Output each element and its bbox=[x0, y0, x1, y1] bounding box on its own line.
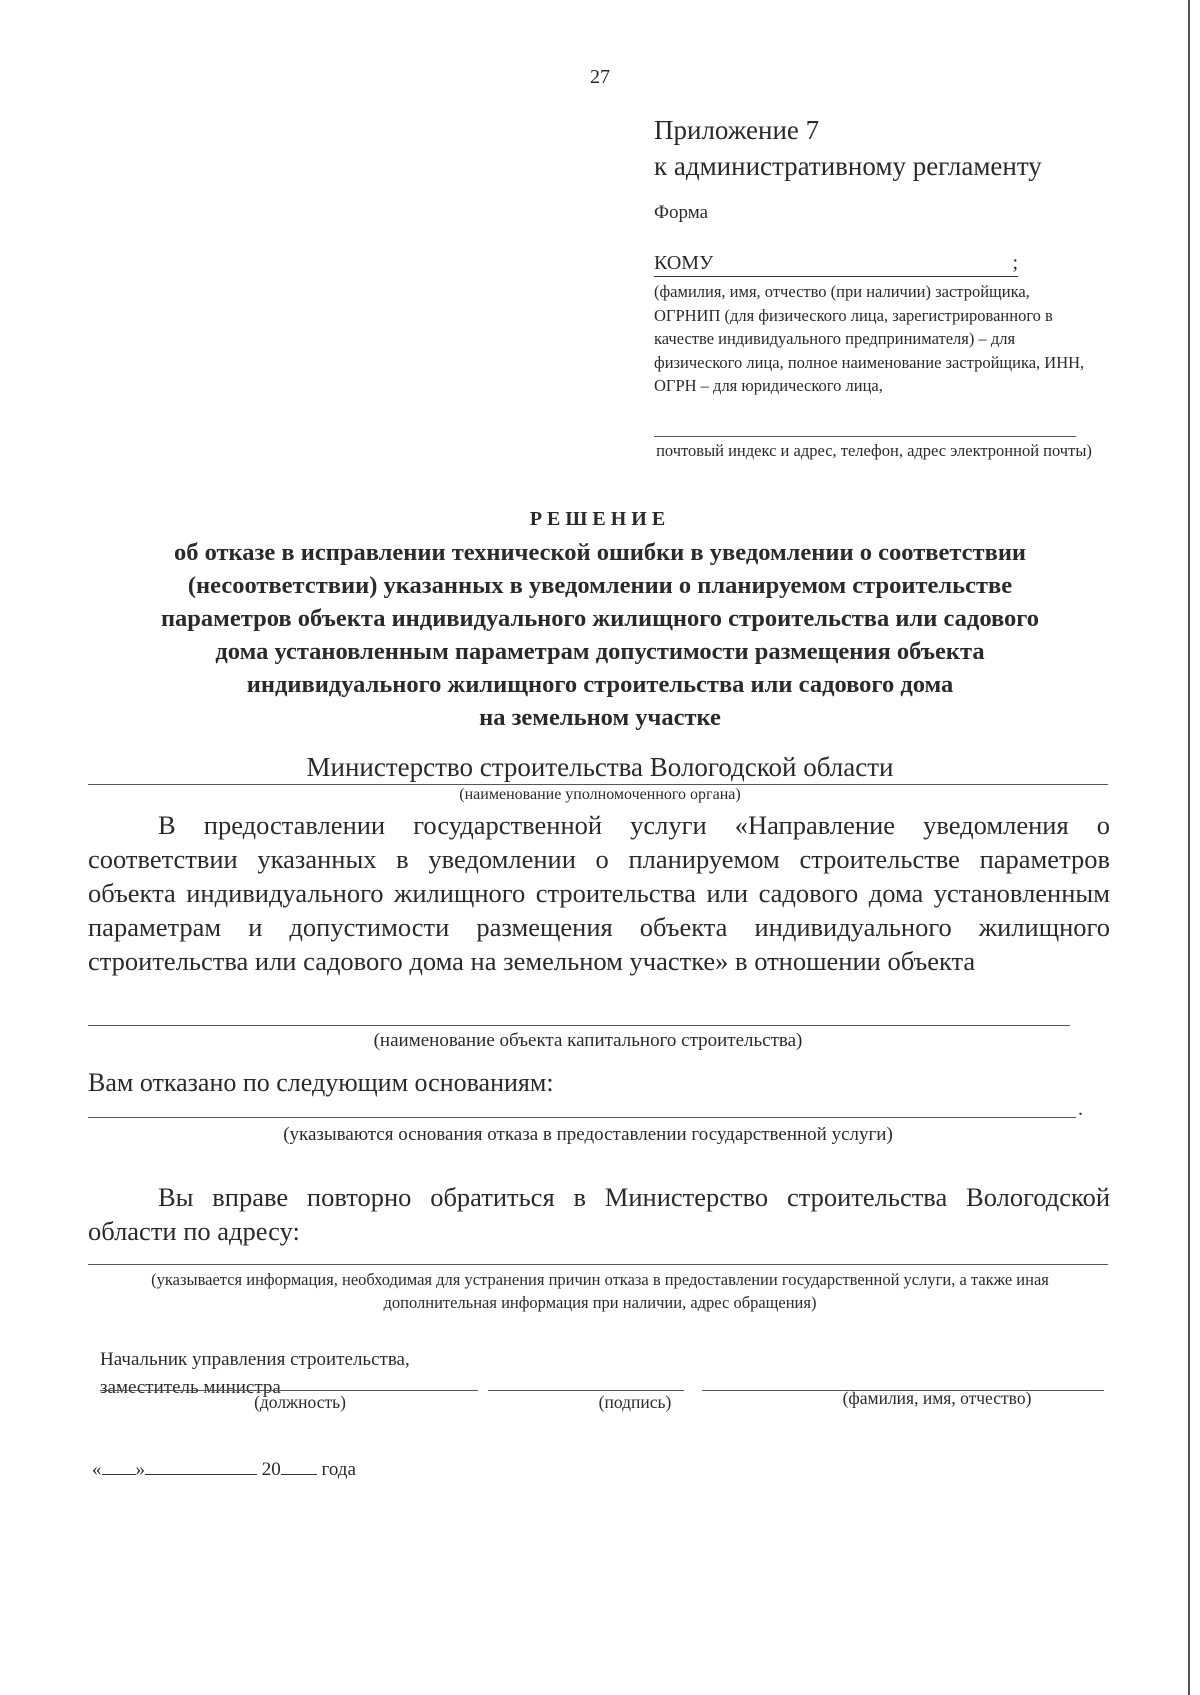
date-century: 20 bbox=[261, 1459, 281, 1480]
authority-name: Министерство строительства Вологодской области bbox=[306, 752, 894, 782]
year-blank bbox=[281, 1456, 317, 1475]
body-paragraph-2: Вы вправе повторно обратиться в Министерство строительства Вологодской области по адресу: bbox=[88, 1182, 1110, 1246]
date-open-quote: « bbox=[92, 1459, 102, 1480]
addressee-note: (фамилия, имя, отчество (при наличии) застройщика, ОГРНИП (для физического лица, зарегистрированного в качестве индивидуального предпринимателя) – для физического лица, полное наименование застройщика, ИНН, ОГРН – для юридического лица, bbox=[654, 282, 1085, 395]
page-edge bbox=[1188, 0, 1190, 1695]
addressee-label: КОМУ bbox=[654, 252, 714, 274]
day-blank bbox=[102, 1456, 136, 1475]
reasons-end: . bbox=[1078, 1098, 1083, 1120]
object-note: (наименование объекта капитального строительства) bbox=[373, 1030, 803, 1051]
date-year-word: года bbox=[321, 1459, 356, 1480]
name-label: (фамилия, имя, отчество) bbox=[842, 1388, 1032, 1408]
decision-title: РЕШЕНИЕ bbox=[529, 508, 671, 530]
signature-line bbox=[488, 1390, 684, 1391]
authority-line bbox=[88, 784, 1108, 785]
date-close-quote: » bbox=[135, 1459, 145, 1480]
decision-subtitle-line: на земельном участке bbox=[479, 704, 721, 731]
addressee-terminator: ; bbox=[1012, 252, 1018, 274]
position-line bbox=[100, 1390, 478, 1391]
refused-text: Вам отказано по следующим основаниям: bbox=[88, 1068, 554, 1097]
position-label: (должность) bbox=[254, 1392, 346, 1412]
signature-label: (подпись) bbox=[598, 1392, 672, 1412]
reasons-note: (указываются основания отказа в предоставлении государственной услуги) bbox=[283, 1124, 893, 1145]
decision-subtitle-line: параметров объекта индивидуального жилищного строительства или садового bbox=[160, 605, 1040, 632]
body-paragraph-1: В предоставлении государственной услуги «Направление уведомления о соответствии указанных в уведомлении о планируемом строительстве параметров объекта индивидуального жилищного строительства или садового дома установленным параметрам и допустимости размещения объекта индивидуального жилищного строительства или садового дома на земельном участке» в отношении объекта bbox=[88, 810, 1110, 976]
decision-subtitle-line: индивидуального жилищного строительства или садового дома bbox=[246, 671, 954, 698]
form-label: Форма bbox=[654, 202, 709, 223]
addressee-field bbox=[654, 252, 1018, 277]
decision-subtitle-line: дома установленным параметрам допустимости размещения объекта bbox=[215, 638, 985, 665]
address-note: почтовый индекс и адрес, телефон, адрес электронной почты) bbox=[656, 441, 1092, 460]
address-line bbox=[654, 436, 1076, 437]
info-line bbox=[88, 1264, 1108, 1265]
decision-subtitle-line: (несоответствии) указанных в уведомлении о планируемом строительстве bbox=[187, 572, 1013, 599]
appendix-line-2: к административному регламенту bbox=[654, 151, 1042, 181]
decision-subtitle bbox=[90, 536, 1110, 734]
info-note: (указывается информация, необходимая для устранения причин отказа в предоставлении государственной услуги, а также иная дополнительная информация при наличии, адрес обращения) bbox=[151, 1270, 1049, 1312]
signer-position-line-1: Начальник управления строительства, bbox=[100, 1349, 410, 1370]
page-number: 27 bbox=[590, 66, 610, 88]
reasons-line bbox=[88, 1117, 1076, 1118]
month-blank bbox=[145, 1456, 257, 1475]
decision-subtitle-line: об отказе в исправлении технической ошибки в уведомлении о соответствии bbox=[173, 539, 1027, 566]
signer-position-line-2: заместитель министра bbox=[100, 1377, 281, 1398]
authority-note: (наименование уполномоченного органа) bbox=[459, 786, 741, 803]
object-line bbox=[88, 1025, 1070, 1026]
appendix-line-1: Приложение 7 bbox=[654, 115, 820, 145]
date-field bbox=[92, 1456, 356, 1481]
appendix-header bbox=[654, 112, 1042, 184]
